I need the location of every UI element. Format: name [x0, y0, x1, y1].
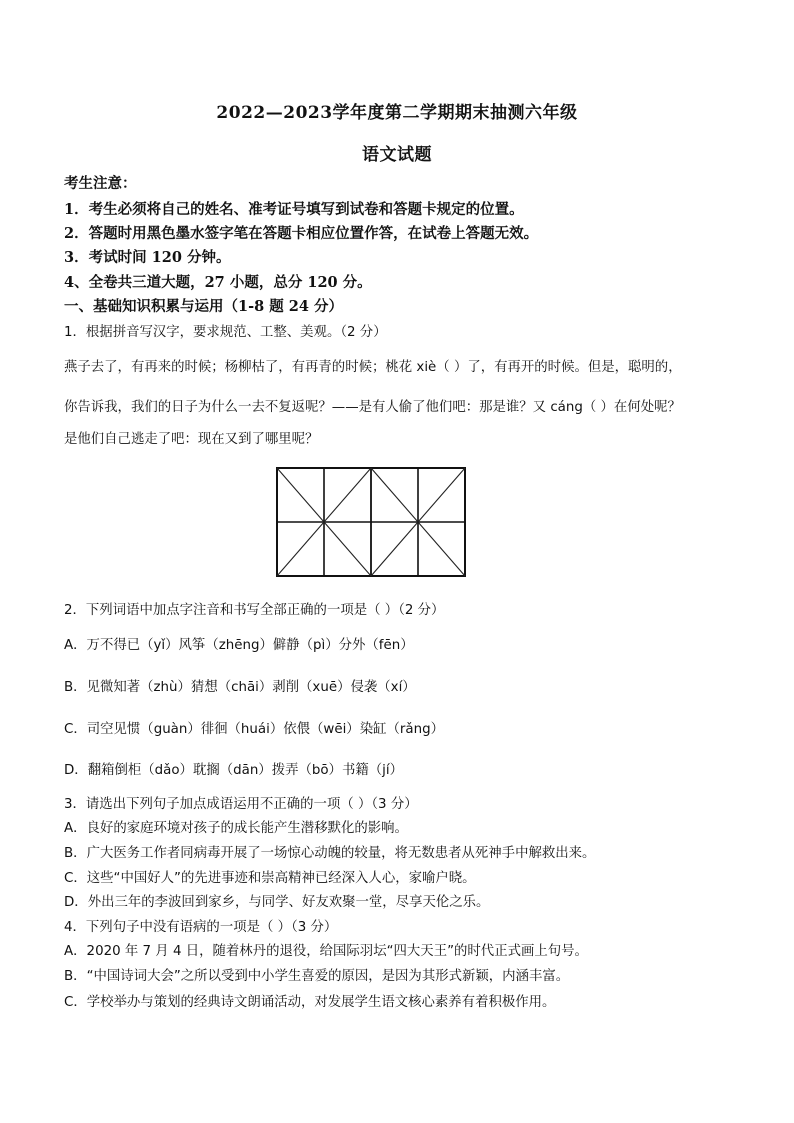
- exam-subtitle: 语文试题: [362, 145, 432, 165]
- question-2-option: B．见微知著（zhù）猜想（chāi）剥削（xuē）侵袭（xí）: [64, 680, 416, 695]
- question-3-stem: 3．请选出下列句子加点成语运用不正确的一项（ ）（3 分）: [64, 797, 418, 812]
- question-2-stem: 2．下列词语中加点字注音和书写全部正确的一项是（ ）（2 分）: [64, 603, 445, 618]
- question-4-option: B．“中国诗词大会”之所以受到中小学生喜爱的原因，是因为其形式新颖，内涵丰富。: [64, 969, 570, 984]
- notice-item: 3．考试时间 120 分钟。: [64, 249, 231, 266]
- question-4-option: C．学校举办与策划的经典诗文朗诵活动，对发展学生语文核心素养有着积极作用。: [64, 995, 556, 1010]
- question-4-option: A．2020 年 7 月 4 日，随着林丹的退役，给国际羽坛“四大天王”的时代正式画上句号。: [64, 944, 588, 959]
- writing-grid-boxes: [276, 467, 466, 577]
- question-1-stem: 1．根据拼音写汉字，要求规范、工整、美观。（2 分）: [64, 325, 387, 340]
- question-2-option: C．司空见惯（guàn）徘徊（huái）依偎（wēi）染缸（rǎng）: [64, 722, 444, 737]
- question-3-option: B．广大医务工作者同病毒开展了一场惊心动魄的较量，将无数患者从死神手中解救出来。: [64, 846, 596, 861]
- section-heading: 一、基础知识积累与运用（1-8 题 24 分）: [64, 298, 344, 315]
- question-1-passage-line: 你告诉我，我们的日子为什么一去不复返呢？——是有人偷了他们吧：那是谁？又 cáng（ ）在何处呢？: [64, 400, 681, 415]
- exam-title: 2022—2023学年度第二学期期末抽测六年级: [216, 103, 578, 123]
- notice-heading: 考生注意：: [64, 175, 137, 192]
- question-1-passage-line: 是他们自己逃走了吧：现在又到了哪里呢？: [64, 432, 319, 447]
- notice-item: 4、全卷共三道大题，27 小题，总分 120 分。: [64, 274, 372, 291]
- notice-item: 1．考生必须将自己的姓名、准考证号填写到试卷和答题卡规定的位置。: [64, 201, 524, 218]
- question-1-passage-line: 燕子去了，有再来的时候；杨柳枯了，有再青的时候；桃花 xiè（ ）了，有再开的时候。但是，聪明的，: [64, 360, 682, 375]
- question-2-option: A．万不得已（yǐ）风筝（zhēng）僻静（pì）分外（fēn）: [64, 638, 414, 653]
- notice-item: 2．答题时用黑色墨水签字笔在答题卡相应位置作答，在试卷上答题无效。: [64, 225, 539, 242]
- question-3-option: A．良好的家庭环境对孩子的成长能产生潜移默化的影响。: [64, 821, 408, 836]
- question-4-stem: 4．下列句子中没有语病的一项是（ ）（3 分）: [64, 920, 338, 935]
- question-2-option: D．翻箱倒柜（dǎo）耽搁（dān）拨弄（bō）书籍（jí）: [64, 763, 403, 778]
- question-3-option: D．外出三年的李波回到家乡，与同学、好友欢聚一堂，尽享天伦之乐。: [64, 895, 490, 910]
- question-3-option: C．这些“中国好人”的先进事迹和崇高精神已经深入人心，家喻户晓。: [64, 871, 476, 886]
